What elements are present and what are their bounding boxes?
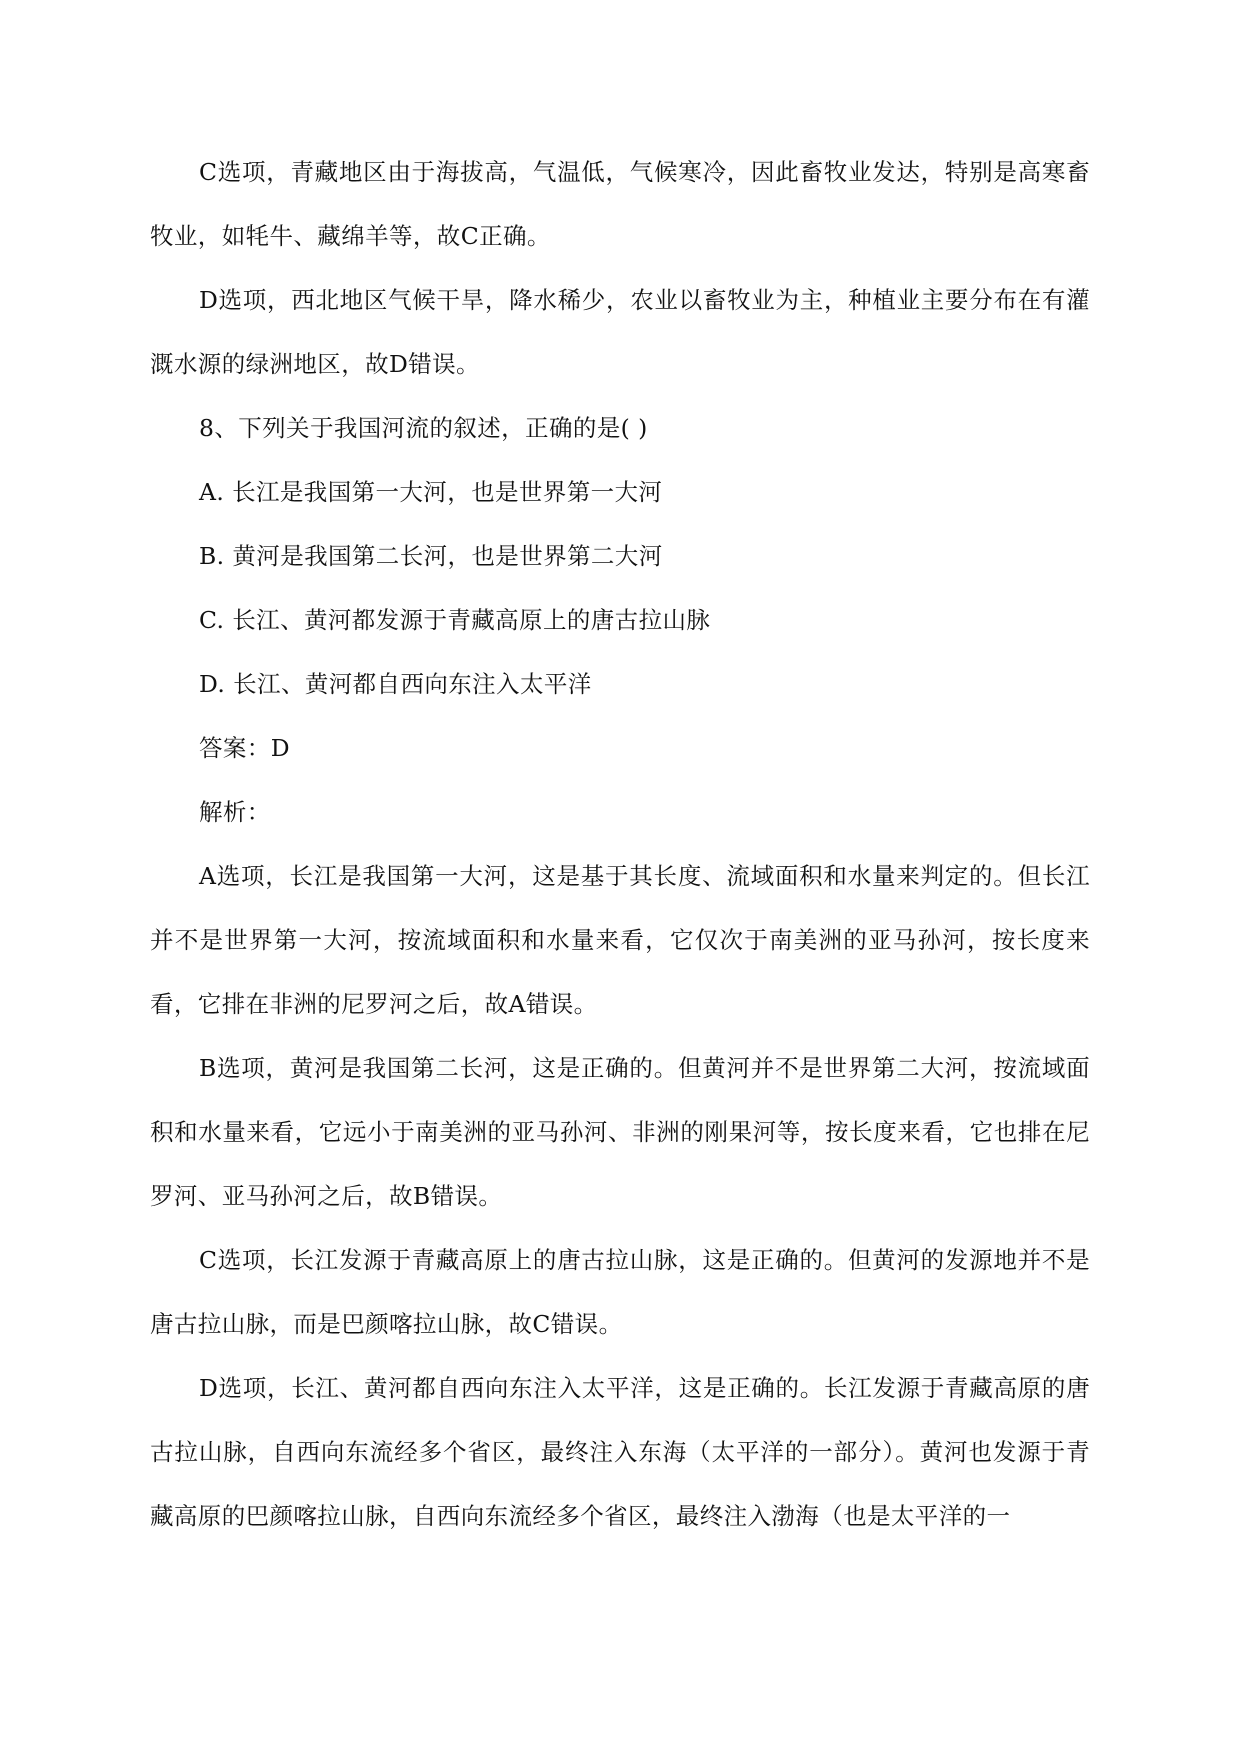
analysis-option-c: C选项，长江发源于青藏高原上的唐古拉山脉，这是正确的。但黄河的发源地并不是唐古拉山脉，而是巴颜喀拉山脉，故C错误。 bbox=[150, 1246, 1090, 1338]
paragraph-c-option-qinghai-tibet: C选项，青藏地区由于海拔高，气温低，气候寒冷，因此畜牧业发达，特别是高寒畜牧业，如牦牛、藏绵羊等，故C正确。 bbox=[150, 158, 1090, 250]
analysis-option-b: B选项，黄河是我国第二长河，这是正确的。但黄河并不是世界第二大河，按流域面积和水量来看，它远小于南美洲的亚马孙河、非洲的刚果河等，按长度来看，它也排在尼罗河、亚马孙河之后，故B错误。 bbox=[150, 1054, 1090, 1210]
question-8-option-b: B. 黄河是我国第二长河，也是世界第二大河 bbox=[199, 542, 663, 570]
question-8-option-a: A. 长江是我国第一大河，也是世界第一大河 bbox=[199, 478, 663, 506]
analysis-option-d: D选项，长江、黄河都自西向东注入太平洋，这是正确的。长江发源于青藏高原的唐古拉山脉，自西向东流经多个省区，最终注入东海（太平洋的一部分）。黄河也发源于青藏高原的巴颜喀拉山脉，自西向东流经多个省区，最终注入渤海（也是太平洋的一 bbox=[150, 1374, 1090, 1530]
question-8-option-d: D. 长江、黄河都自西向东注入太平洋 bbox=[199, 670, 592, 698]
analysis-option-a: A选项，长江是我国第一大河，这是基于其长度、流域面积和水量来判定的。但长江并不是世界第一大河，按流域面积和水量来看，它仅次于南美洲的亚马孙河，按长度来看，它排在非洲的尼罗河之后，故A错误。 bbox=[150, 862, 1090, 1018]
question-8-option-c: C. 长江、黄河都发源于青藏高原上的唐古拉山脉 bbox=[199, 606, 711, 634]
question-8-analysis-heading: 解析： bbox=[199, 798, 271, 826]
paragraph-d-option-northwest: D选项，西北地区气候干旱，降水稀少，农业以畜牧业为主，种植业主要分布在有灌溉水源的绿洲地区，故D错误。 bbox=[150, 286, 1090, 378]
document-body bbox=[150, 140, 1090, 1548]
question-8-stem: 8、下列关于我国河流的叙述，正确的是( ) bbox=[199, 414, 648, 442]
question-8-answer: 答案：D bbox=[199, 734, 290, 762]
